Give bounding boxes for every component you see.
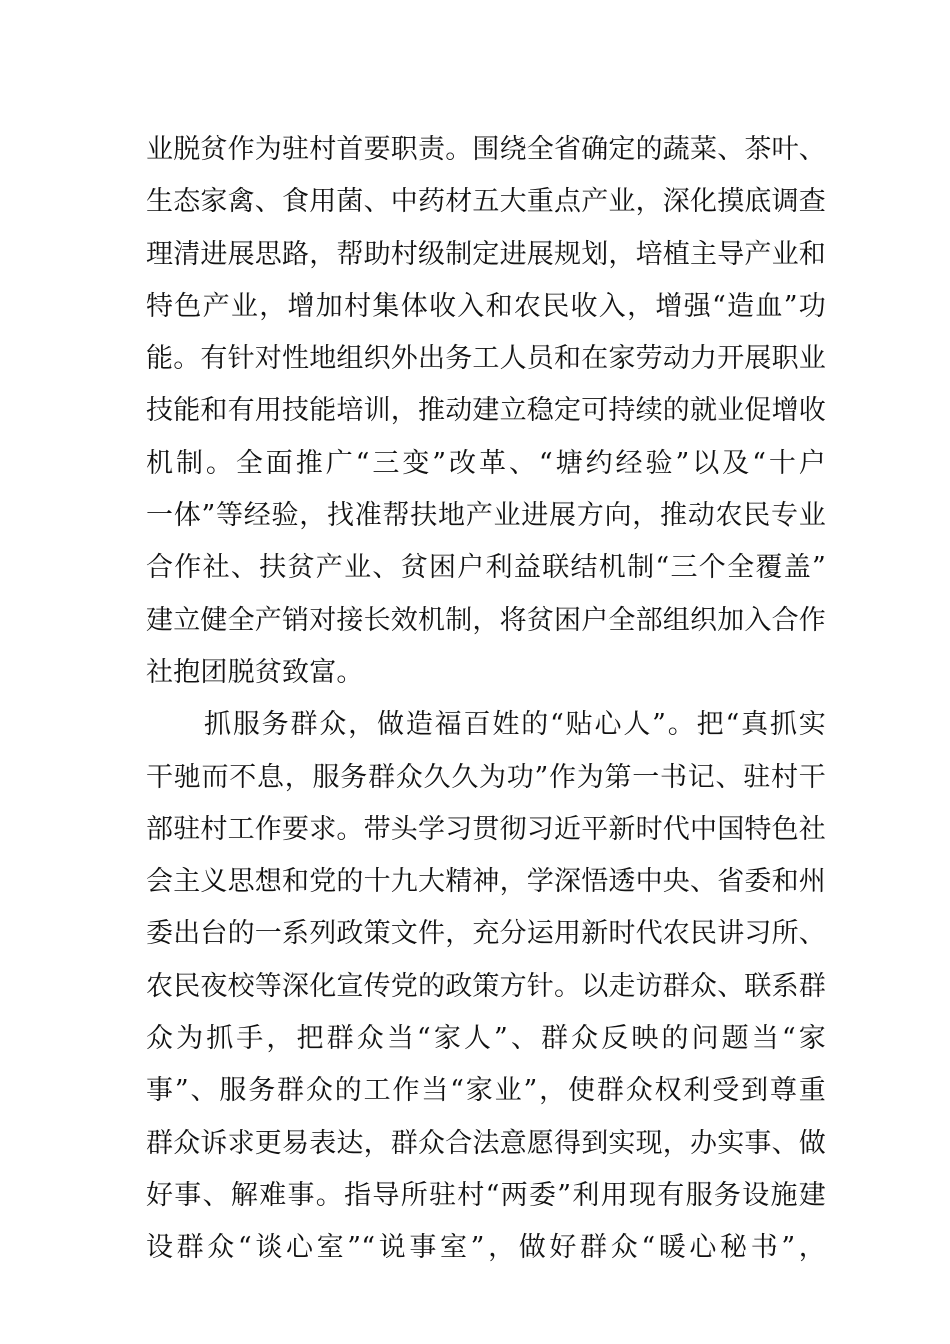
text-line: 特色产业，增加村集体收入和农民收入，增强“造血”功 <box>146 290 826 322</box>
text-line: 机制。全面推广“三变”改革、“塘约经验”以及“十户 <box>146 447 826 479</box>
text-line: 能。有针对性地组织外出务工人员和在家劳动力开展职业 <box>146 343 826 375</box>
text-line: 会主义思想和党的十九大精神，学深悟透中央、省委和州 <box>146 866 826 898</box>
text-line: 委出台的一系列政策文件，充分运用新时代农民讲习所、 <box>146 918 826 950</box>
text-line: 一体”等经验，找准帮扶地产业进展方向，推动农民专业 <box>146 500 826 532</box>
text-line: 部驻村工作要求。带头学习贯彻习近平新时代中国特色社 <box>146 813 826 845</box>
text-line: 社抱团脱贫致富。 <box>146 656 364 688</box>
text-line: 技能和有用技能培训，推动建立稳定可持续的就业促增收 <box>146 395 826 427</box>
text-line: 生态家禽、食用菌、中药材五大重点产业，深化摸底调查 <box>146 186 826 218</box>
text-line: 农民夜校等深化宣传党的政策方针。以走访群众、联系群 <box>146 970 826 1002</box>
text-line: 好事、解难事。指导所驻村“两委”利用现有服务设施建 <box>146 1179 826 1211</box>
text-line: 群众诉求更易表达，群众合法意愿得到实现，办实事、做 <box>146 1127 826 1159</box>
text-line: 众为抓手，把群众当“家人”、群众反映的问题当“家 <box>146 1023 826 1055</box>
text-line: 设群众“谈心室”“说事室”，做好群众“暖心秘书”， <box>146 1232 826 1264</box>
paragraph-first-line: 抓服务群众，做造福百姓的“贴心人”。把“真抓实 <box>204 709 826 741</box>
body-text <box>146 124 826 1275</box>
text-line: 业脱贫作为驻村首要职责。围绕全省确定的蔬菜、茶叶、 <box>146 134 826 165</box>
text-line: 干驰而不息，服务群众久久为功”作为第一书记、驻村干 <box>146 761 826 793</box>
text-line: 事”、服务群众的工作当“家业”，使群众权利受到尊重 <box>146 1075 826 1107</box>
text-line: 建立健全产销对接长效机制，将贫困户全部组织加入合作 <box>146 604 826 636</box>
text-line: 合作社、扶贫产业、贫困户利益联结机制“三个全覆盖” <box>146 552 826 584</box>
text-line: 理清进展思路，帮助村级制定进展规划，培植主导产业和 <box>146 238 826 270</box>
